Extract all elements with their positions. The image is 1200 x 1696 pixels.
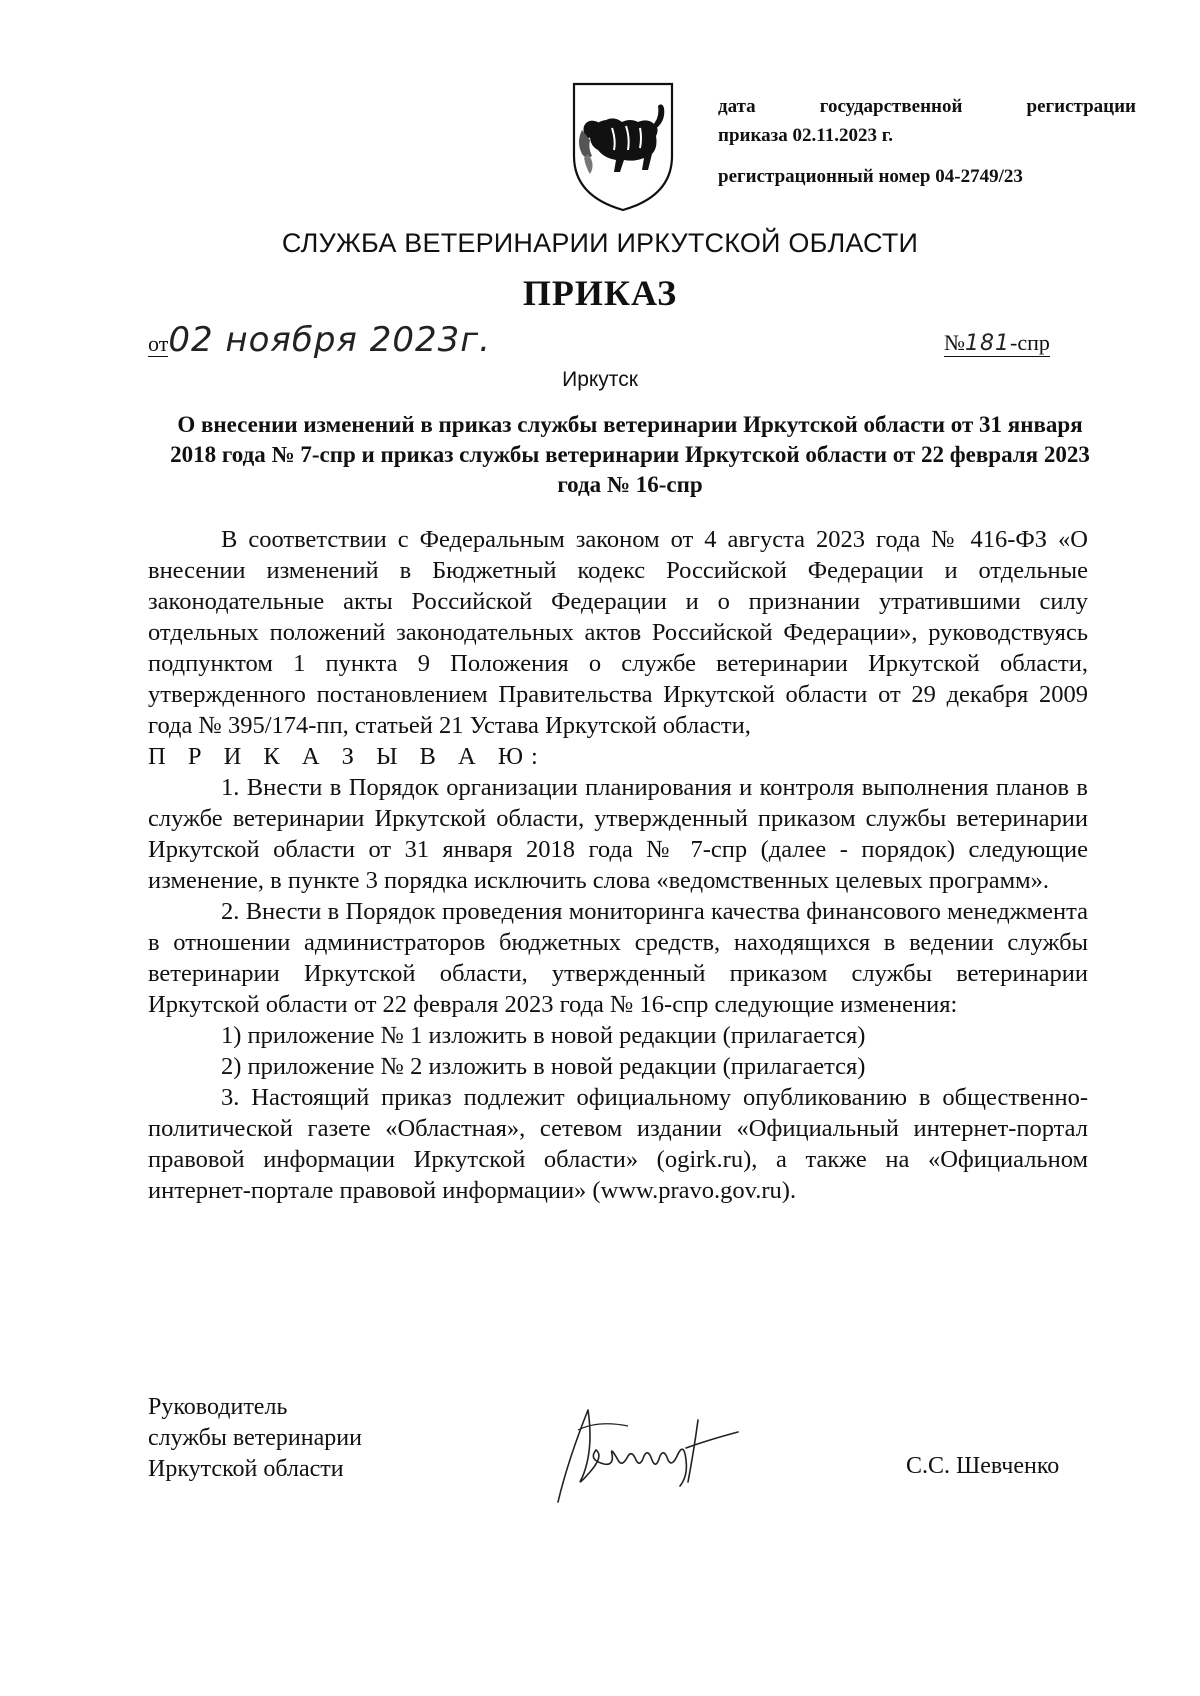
order-date bbox=[148, 320, 491, 360]
number-suffix: -спр bbox=[1010, 330, 1050, 355]
order-subject: О внесении изменений в приказ службы ветеринарии Иркутской области от 31 января 2018 года № 7-спр и приказ службы ветеринарии Иркутской области от 22 февраля 2023 года № 16-спр bbox=[170, 412, 1090, 497]
date-prefix: от bbox=[148, 331, 169, 356]
handwritten-signature bbox=[548, 1390, 798, 1510]
registration-number: регистрационный номер 04-2749/23 bbox=[718, 166, 1023, 187]
date-handwritten: 02 ноября 2023г. bbox=[168, 320, 491, 360]
item-2: 2. Внести в Порядок проведения мониторинга качества финансового менеджмента в отношении администраторов бюджетных средств, находящихся в ведении службы ветеринарии Иркутской области, утвержденный приказом службы ветеринарии Иркутской области от 22 февраля 2023 года № 16-спр следующие изменения: bbox=[148, 898, 1088, 1018]
preamble-paragraph: В соответствии с Федеральным законом от 4 августа 2023 года № 416-ФЗ «О внесении изменений в Бюджетный кодекс Российской Федерации и отдельные законодательные акты Российской Федерации и о признании утратившими силу отдельных положений законодательных актов Российской Федерации», руководствуясь подпунктом 1 пункта 9 Положения о службе ветеринарии Иркутской области, утвержденного постановлением Правительства Иркутской области от 29 декабря 2009 года № 395/174-пп, статьей 21 Устава Иркутской области, bbox=[148, 526, 1088, 739]
agency-name: СЛУЖБА ВЕТЕРИНАРИИ ИРКУТСКОЙ ОБЛАСТИ bbox=[281, 228, 919, 258]
item-2-subitem-2: 2) приложение № 2 изложить в новой редакции (прилагается) bbox=[221, 1053, 866, 1080]
city: Иркутск bbox=[562, 368, 638, 391]
item-3: 3. Настоящий приказ подлежит официальному опубликованию в общественно-политической газете «Областная», сетевом издании «Официальный интернет-портал правовой информации Иркутской области» (ogirk.ru), а также на «Официальном интернет-портале правовой информации» (www.pravo.gov.ru). bbox=[148, 1084, 1088, 1204]
number-prefix: № bbox=[944, 330, 965, 355]
order-number bbox=[944, 330, 1050, 357]
registration-stamp bbox=[718, 92, 1136, 191]
signer-title-line-2: службы ветеринарии bbox=[148, 1425, 362, 1451]
document-type: ПРИКАЗ bbox=[522, 273, 678, 313]
order-body bbox=[148, 524, 1088, 1206]
signer-title bbox=[148, 1392, 362, 1485]
signer-name: С.С. Шевченко bbox=[906, 1453, 1060, 1479]
item-2-subitem-1: 1) приложение № 1 изложить в новой редакции (прилагается) bbox=[221, 1022, 866, 1049]
prikazyvayu-heading: П Р И К А З Ы В А Ю: bbox=[148, 743, 546, 770]
number-handwritten: 181 bbox=[965, 331, 1010, 356]
item-1: 1. Внести в Порядок организации планирования и контроля выполнения планов в службе ветеринарии Иркутской области, утвержденный приказом службы ветеринарии Иркутской области от 31 января 2018 года № 7-спр (далее - порядок) следующие изменение, в пункте 3 порядка исключить слова «ведомственных целевых программ». bbox=[148, 774, 1088, 894]
registration-date: приказа 02.11.2023 г. bbox=[718, 125, 893, 146]
signer-title-line-1: Руководитель bbox=[148, 1394, 288, 1420]
registration-date-label: дата государственной регистрации bbox=[718, 96, 1136, 117]
coat-of-arms-icon bbox=[568, 78, 678, 214]
signer-title-line-3: Иркутской области bbox=[148, 1456, 344, 1482]
